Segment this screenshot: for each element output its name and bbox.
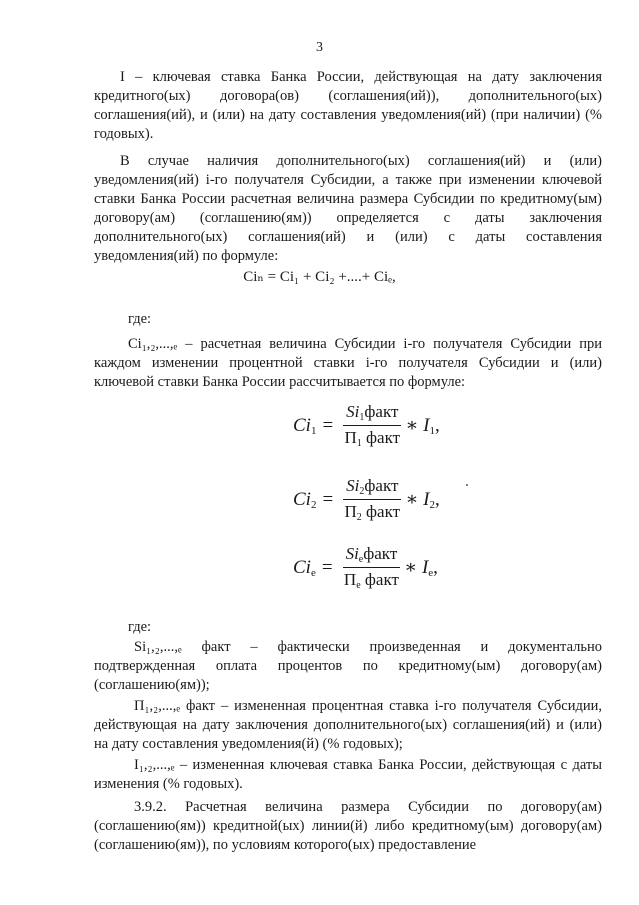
formula-tail: ∗ $I_е$,: [404, 557, 438, 579]
paragraph-i-definition: I₁,₂,...,ₑ – измененная ключевая ставка Банка России, действующая с даты изменения (% годовых).: [94, 757, 602, 792]
formula-ci-2: [293, 476, 440, 523]
fraction-denominator: $П_1$ факт: [344, 428, 401, 449]
where-label: где:: [128, 619, 152, 635]
fraction-denominator: $П_е$ факт: [343, 570, 399, 591]
fraction-numerator: $Si_1факт$: [343, 402, 401, 426]
paragraph-additional-agreements: В случае наличия дополнительного(ых) соглашения(ий) и (или) уведомления(ий) i-го получателя Субсидии, а также при изменении ключевой ставки Банка России расчетная величина размера Субсидии по кредитному(ым) договору(ам) (соглашению(ям)) определяется с даты заключения дополнительного(ых) соглашения(ий) и (или) с даты составления уведомления(ий) по формуле:: [94, 153, 602, 264]
formula-tail: ∗ $I_1$,: [405, 415, 440, 437]
fraction-denominator: $П_2$ факт: [344, 502, 401, 523]
paragraph-p-fact-definition: П₁,₂,...,ₑ факт – измененная процентная ставка i-го получателя Субсидии, действующая на дату заключения дополнительного(ых) соглашения(ий) и (или) на дату составления уведомления(й) (% годовых);: [94, 698, 602, 752]
fraction-numerator: $Si_2факт$: [343, 476, 401, 500]
formula-lhs: $Ci_е$: [293, 556, 316, 579]
formula-tail: ∗ $I_2$,: [405, 489, 440, 511]
paragraph-key-rate-definition: I – ключевая ставка Банка России, действующая на дату заключения кредитного(ых) договора(ов) (соглашения(ий)), дополнительного(ых) соглашения(ий), и (или) на дату составления уведомления(ий) (при наличии) (% годовых).: [94, 69, 602, 142]
equals-sign: =: [321, 556, 333, 578]
fraction: [343, 476, 401, 523]
formula-total-subsidy: Ciₙ = Ci₁ + Ci₂ +....+ Ciₑ,: [243, 269, 396, 285]
fraction: [343, 402, 401, 449]
paragraph-si-fact-definition: Si₁,₂,...,ₑ факт – фактически произведенная и документально подтвержденная оплата процентов по кредитному(ым) договору(ам) (соглашению(ям));: [94, 639, 602, 693]
fraction-numerator: $Si_ефакт$: [343, 544, 401, 568]
page-number: 3: [316, 40, 323, 55]
formula-ci-1: [293, 402, 440, 449]
fraction: [343, 544, 401, 591]
paragraph-section-3-9-2: 3.9.2. Расчетная величина размера Субсидии по договору(ам) (соглашению(ям)) кредитной(ых) линии(й) либо кредитному(ым) договору(ам) (соглашению(ям)), по условиям которого(ых) предоставление: [94, 799, 602, 853]
formula-lhs: $Ci_2$: [293, 488, 317, 511]
formula-ci-e: [293, 544, 438, 591]
formula-lhs: $Ci_1$: [293, 414, 317, 437]
where-label: где:: [128, 311, 152, 327]
scan-speck: [466, 484, 468, 486]
equals-sign: =: [322, 414, 334, 436]
paragraph-subsidy-per-change: Ci₁,₂,...,ₑ – расчетная величина Субсидии i-го получателя Субсидии при каждом изменении процентной ставки i-го получателя Субсидии и (или) ключевой ставки Банка России рассчитывается по формуле:: [94, 336, 602, 390]
equals-sign: =: [322, 488, 334, 510]
